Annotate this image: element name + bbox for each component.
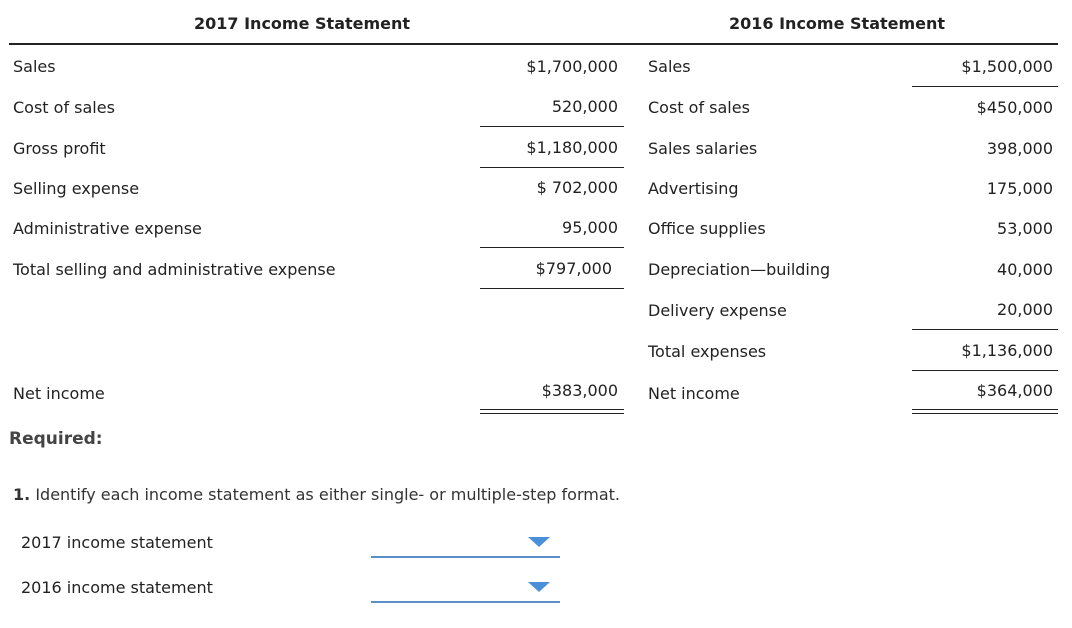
format-select-2016[interactable] (371, 577, 560, 603)
row-2017-value: $797,000 (535, 259, 612, 278)
row-2017-value: $ 702,000 (536, 178, 618, 197)
select-label-2016: 2016 income statement (21, 578, 213, 597)
caret-down-icon[interactable] (528, 582, 550, 592)
row-2016-label: Advertising (648, 179, 739, 198)
row-2016-label: Sales (648, 57, 691, 76)
subtotal-rule (480, 288, 624, 289)
row-2016-value: 40,000 (997, 260, 1053, 279)
required-heading: Required: (9, 429, 103, 449)
row-2017-label: Selling expense (13, 179, 140, 198)
row-2017-value: $383,000 (541, 381, 618, 400)
row-2016-value: $450,000 (976, 98, 1053, 117)
row-2017-label: Gross profit (13, 139, 106, 158)
subtotal-rule (480, 126, 624, 127)
title-2016: 2016 Income Statement (729, 14, 946, 33)
row-2017-label: Sales (13, 57, 56, 76)
row-2017-value: $1,700,000 (526, 57, 618, 76)
subtotal-rule (480, 167, 624, 168)
total-double-rule (480, 409, 624, 414)
row-2016-label: Depreciation—building (648, 260, 831, 279)
row-2017-value: 95,000 (562, 218, 618, 237)
question-1 (13, 485, 620, 505)
row-2016-label: Office supplies (648, 219, 766, 238)
row-2016-value: 20,000 (997, 300, 1053, 319)
row-2016-value: $1,136,000 (961, 341, 1053, 360)
row-2017-value: $1,180,000 (526, 138, 618, 157)
question-number: 1. (13, 485, 31, 504)
row-2016-value: 398,000 (986, 139, 1053, 158)
caret-down-icon[interactable] (528, 537, 550, 547)
row-2017-value: 520,000 (551, 97, 618, 116)
title-2017: 2017 Income Statement (194, 14, 411, 33)
row-2017-label: Administrative expense (13, 219, 202, 238)
subtotal-rule (912, 86, 1058, 87)
select-label-2017: 2017 income statement (21, 533, 213, 552)
total-double-rule (912, 409, 1058, 414)
row-2016-label: Delivery expense (648, 301, 787, 320)
format-select-2017[interactable] (371, 532, 560, 558)
question-text: Identify each income statement as either single- or multiple-step format. (35, 485, 621, 504)
row-2017-label: Total selling and administrative expense (13, 260, 336, 279)
row-2016-label: Sales salaries (648, 139, 758, 158)
row-2016-value: $364,000 (976, 381, 1053, 400)
subtotal-rule (912, 370, 1058, 371)
row-2017-label: Net income (13, 384, 105, 403)
row-2016-value: 175,000 (986, 179, 1053, 198)
header-rule (9, 43, 1058, 45)
row-2016-label: Net income (648, 384, 740, 403)
subtotal-rule (912, 329, 1058, 330)
row-2016-label: Cost of sales (648, 98, 750, 117)
row-2016-value: $1,500,000 (961, 57, 1053, 76)
row-2016-value: 53,000 (997, 219, 1053, 238)
row-2017-label: Cost of sales (13, 98, 115, 117)
row-2016-label: Total expenses (648, 342, 767, 361)
subtotal-rule (480, 247, 624, 248)
